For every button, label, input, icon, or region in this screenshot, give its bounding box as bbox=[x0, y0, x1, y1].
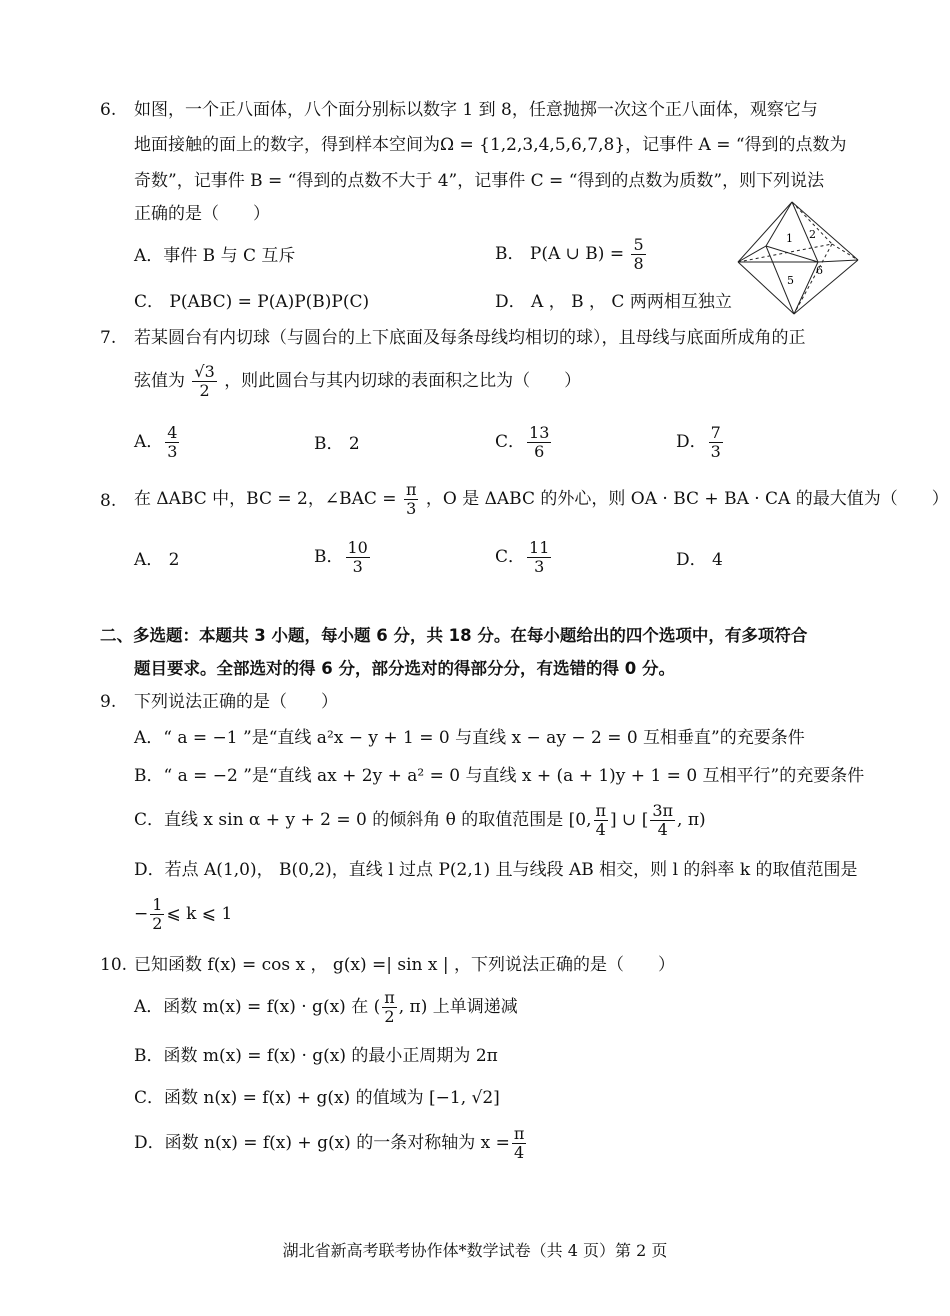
q6-option-b-fraction bbox=[631, 236, 645, 273]
q7-option-a-num: 4 bbox=[167, 423, 178, 442]
q7-option-a-fraction bbox=[165, 424, 179, 461]
q7-option-d-fraction bbox=[709, 424, 723, 461]
q8-option-c-fraction bbox=[527, 539, 551, 576]
q9-option-c-f1-den: 4 bbox=[595, 820, 606, 839]
q7-line2-suffix: ，则此圆台与其内切球的表面积之比为（ ） bbox=[224, 371, 582, 391]
q10-option-b: B．函数 m(x) = f(x) · g(x) 的最小正周期为 2π bbox=[134, 1046, 498, 1066]
q6-line1: 如图，一个正八面体，八个面分别标以数字 1 到 8，任意抛掷一次这个正八面体，观察它与 bbox=[134, 100, 818, 120]
q7-sine-num: √3 bbox=[194, 362, 215, 381]
q7-option-d-label: D． bbox=[676, 432, 707, 452]
octahedron-label-5: 5 bbox=[787, 274, 794, 287]
q6-option-b-den: 8 bbox=[633, 254, 644, 273]
q10-option-d bbox=[134, 1125, 528, 1162]
q10-option-d-den: 4 bbox=[514, 1143, 525, 1162]
q8-angle-fraction bbox=[404, 481, 419, 518]
q7-line1: 若某圆台有内切球（与圆台的上下底面及每条母线均相切的球），且母线与底面所成角的正 bbox=[134, 328, 806, 348]
q10-option-a-den: 2 bbox=[384, 1007, 395, 1026]
q9-option-c-prefix: C．直线 x sin α + y + 2 = 0 的倾斜角 θ 的取值范围是 [0, bbox=[134, 810, 592, 830]
q8-option-c-den: 3 bbox=[534, 557, 545, 576]
q8-option-c-label: C． bbox=[495, 547, 526, 567]
q7-option-a-label: A． bbox=[134, 432, 164, 452]
octahedron-label-6: 6 bbox=[816, 264, 823, 277]
q9-option-d-num: 1 bbox=[152, 895, 163, 914]
q8-stem-prefix: 在 ΔABC 中，BC = 2，∠BAC = bbox=[134, 489, 397, 509]
q7-option-c bbox=[495, 424, 553, 461]
q8-angle-den: 3 bbox=[406, 499, 417, 518]
q10-option-a-suffix: , π) 上单调递减 bbox=[398, 997, 518, 1017]
q6-option-b bbox=[495, 236, 648, 273]
q9-option-c-f2-num: 3π bbox=[652, 801, 674, 820]
q10-option-a-fraction bbox=[382, 989, 397, 1026]
q7-option-c-num: 13 bbox=[529, 423, 550, 442]
q9-option-d-suffix: ⩽ k ⩽ 1 bbox=[166, 904, 233, 924]
q9-option-c bbox=[134, 802, 706, 839]
q10-option-d-num: π bbox=[513, 1124, 525, 1143]
q8-option-b-den: 3 bbox=[352, 557, 363, 576]
q7-line2 bbox=[134, 363, 581, 400]
q7-option-c-den: 6 bbox=[534, 442, 545, 461]
q10-option-a bbox=[134, 989, 518, 1026]
q7-option-d bbox=[676, 424, 725, 461]
q10-option-a-num: π bbox=[384, 988, 395, 1007]
q8-option-b-num: 10 bbox=[347, 538, 368, 557]
q9-option-c-f2-den: 4 bbox=[657, 820, 668, 839]
q9-option-d: D．若点 A(1,0)， B(0,2)，直线 l 过点 P(2,1) 且与线段 AB 相交，则 l 的斜率 k 的取值范围是 bbox=[134, 860, 858, 880]
q9-option-c-mid: ] ∪ [ bbox=[610, 810, 649, 830]
section2-heading-line1: 二、多选题：本题共 3 小题，每小题 6 分，共 18 分。在每小题给出的四个选项中，有多项符合 bbox=[100, 626, 808, 645]
q7-option-c-label: C． bbox=[495, 432, 526, 452]
q8-angle-num: π bbox=[405, 480, 417, 499]
q8-option-a: A． 2 bbox=[134, 550, 180, 570]
q7-sine-fraction bbox=[192, 363, 216, 400]
q8-option-b-fraction bbox=[346, 539, 370, 576]
q9-option-b: B．“ a = −2 ”是“直线 ax + 2y + a² = 0 与直线 x + (a + 1)y + 1 = 0 互相平行”的充要条件 bbox=[134, 766, 865, 786]
q9-option-c-f1-num: π bbox=[595, 801, 607, 820]
page-footer: 湖北省新高考联考协作体*数学试卷（共 4 页）第 2 页 bbox=[282, 1241, 668, 1260]
q7-option-a bbox=[134, 424, 181, 461]
q9-option-a: A．“ a = −1 ”是“直线 a²x − y + 1 = 0 与直线 x − ay − 2 = 0 互相垂直”的充要条件 bbox=[134, 728, 805, 748]
q10-option-d-fraction bbox=[512, 1125, 527, 1162]
q10-option-d-prefix: D．函数 n(x) = f(x) + g(x) 的一条对称轴为 x = bbox=[134, 1133, 510, 1153]
octahedron-label-2: 2 bbox=[809, 228, 816, 241]
q6-option-d: D． A ， B ， C 两两相互独立 bbox=[495, 292, 732, 312]
octahedron-label-1: 1 bbox=[786, 232, 793, 245]
q8-stem-suffix: ，O 是 ΔABC 的外心，则 OA · BC + BA · CA 的最大值为（ ） bbox=[425, 489, 949, 509]
q9-option-d-minus: − bbox=[134, 904, 149, 924]
q9-option-d-fraction bbox=[150, 896, 164, 933]
q9-option-c-fraction-1 bbox=[594, 802, 609, 839]
q8-option-d: D． 4 bbox=[676, 550, 723, 570]
q10-option-a-prefix: A．函数 m(x) = f(x) · g(x) 在 ( bbox=[134, 997, 381, 1017]
q7-option-d-den: 3 bbox=[710, 442, 721, 461]
q8-option-b-label: B． bbox=[314, 547, 344, 567]
section2-heading-line2: 题目要求。全部选对的得 6 分，部分选对的得部分分，有选错的得 0 分。 bbox=[134, 659, 675, 678]
q9-stem: 下列说法正确的是（ ） bbox=[134, 692, 338, 712]
q6-number: 6. bbox=[100, 100, 117, 120]
q9-option-d-den: 2 bbox=[152, 914, 163, 933]
q6-line3: 奇数”，记事件 B = “得到的点数不大于 4”，记事件 C = “得到的点数为质数”，则下列说法 bbox=[134, 171, 825, 191]
q7-option-b: B． 2 bbox=[314, 434, 360, 454]
q7-number: 7. bbox=[100, 328, 117, 348]
q9-option-c-fraction-2 bbox=[650, 802, 675, 839]
q8-stem bbox=[134, 481, 949, 518]
q7-option-d-num: 7 bbox=[710, 423, 721, 442]
q9-option-c-suffix: , π) bbox=[677, 810, 706, 830]
q7-sine-den: 2 bbox=[199, 381, 210, 400]
octahedron-figure bbox=[736, 200, 860, 316]
q8-option-b bbox=[314, 539, 372, 576]
q9-option-d-continued bbox=[134, 896, 232, 933]
q10-option-c: C．函数 n(x) = f(x) + g(x) 的值域为 [−1, √2] bbox=[134, 1088, 500, 1108]
q6-line2: 地面接触的面上的数字，得到样本空间为Ω = {1,2,3,4,5,6,7,8}，记事件 A = “得到的点数为 bbox=[134, 135, 847, 155]
q6-option-a: A．事件 B 与 C 互斥 bbox=[134, 246, 296, 266]
q9-number: 9. bbox=[100, 692, 117, 712]
q6-option-b-prefix: B． P(A ∪ B) = bbox=[495, 244, 625, 264]
q8-number: 8. bbox=[100, 491, 117, 511]
q8-option-c-num: 11 bbox=[529, 538, 550, 557]
q8-option-c bbox=[495, 539, 553, 576]
q7-option-a-den: 3 bbox=[167, 442, 178, 461]
q6-option-b-num: 5 bbox=[633, 235, 644, 254]
q7-option-c-fraction bbox=[527, 424, 551, 461]
q6-line4: 正确的是（ ） bbox=[134, 204, 270, 224]
q10-stem: 已知函数 f(x) = cos x ， g(x) =| sin x | ，下列说法正确的是（ ） bbox=[134, 955, 676, 975]
q10-number: 10. bbox=[100, 955, 128, 975]
q6-option-c: C． P(ABC) = P(A)P(B)P(C) bbox=[134, 292, 370, 312]
q7-line2-prefix: 弦值为 bbox=[134, 371, 185, 391]
